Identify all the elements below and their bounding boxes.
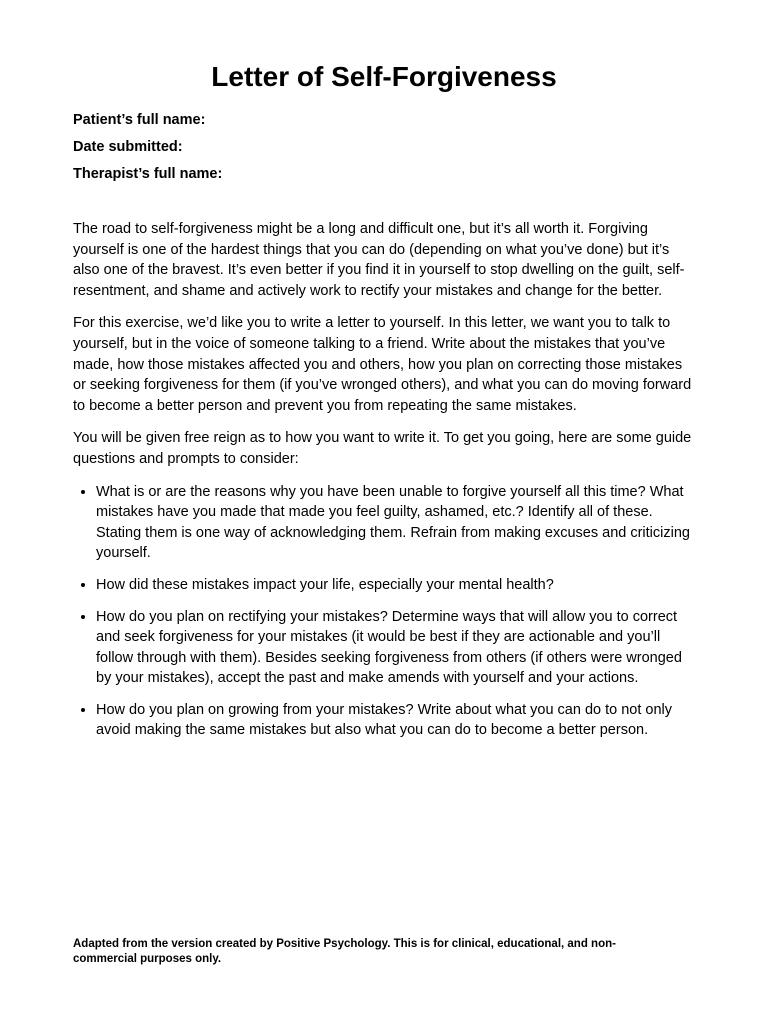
instructions-body	[73, 219, 698, 752]
date-submitted-field-label: Date submitted:	[73, 139, 183, 155]
guide-paragraph: You will be given free reign as to how you want to write it. To get you going, here are some guide questions and prompts to consider:	[73, 430, 692, 467]
page-title: Letter of Self-Forgiveness	[211, 61, 557, 92]
form-fields	[73, 110, 693, 191]
exercise-paragraph: For this exercise, we’d like you to write a letter to yourself. In this letter, we want you to talk to yourself, but in the voice of someone talking to a friend. Write about the mistakes that you’ve made, how those mistakes affected you and others, how you plan on correcting those mistakes or seeking forgiveness for them (if you’ve wronged others), and what you can do moving forward to become a better person and prevent you from repeating the same mistakes.	[73, 315, 692, 414]
prompt-list	[73, 482, 698, 742]
list-item: • How did these mistakes impact your life, especially your mental health?	[96, 575, 698, 596]
therapist-name-field-label: Therapist’s full name:	[73, 166, 223, 182]
footer-note: Adapted from the version created by Positive Psychology. This is for clinical, educational, and non-commercial purposes only.	[73, 938, 616, 965]
intro-paragraph: The road to self-forgiveness might be a long and difficult one, but it’s all worth it. Forgiving yourself is one of the hardest things that you can do (depending on what you’ve done) but it’s also one of the bravest. It’s even better if you find it in yourself to stop dwelling on the guilt, self-resentment, and shame and actively work to rectify your mistakes and change for the better.	[73, 221, 685, 299]
list-item: • How do you plan on rectifying your mistakes? Determine ways that will allow you to correct and seek forgiveness for your mistakes (it would be best if they are actionable and you’ll follow through with them). Besides seeking forgiveness from others (if others were wronged by your mistakes), accept the past and make amends with yourself and your actions.	[96, 607, 698, 689]
patient-name-field-label: Patient’s full name:	[73, 112, 206, 128]
list-item: • What is or are the reasons why you have been unable to forgive yourself all this time? What mistakes have you made that made you feel guilty, ashamed, etc.? Identify all of these. Stating them is one way of acknowledging them. Refrain from making excuses and criticizing yourself.	[96, 482, 698, 564]
list-item: • How do you plan on growing from your mistakes? Write about what you can do to not only avoid making the same mistakes but also what you can do to become a better person.	[96, 700, 698, 741]
